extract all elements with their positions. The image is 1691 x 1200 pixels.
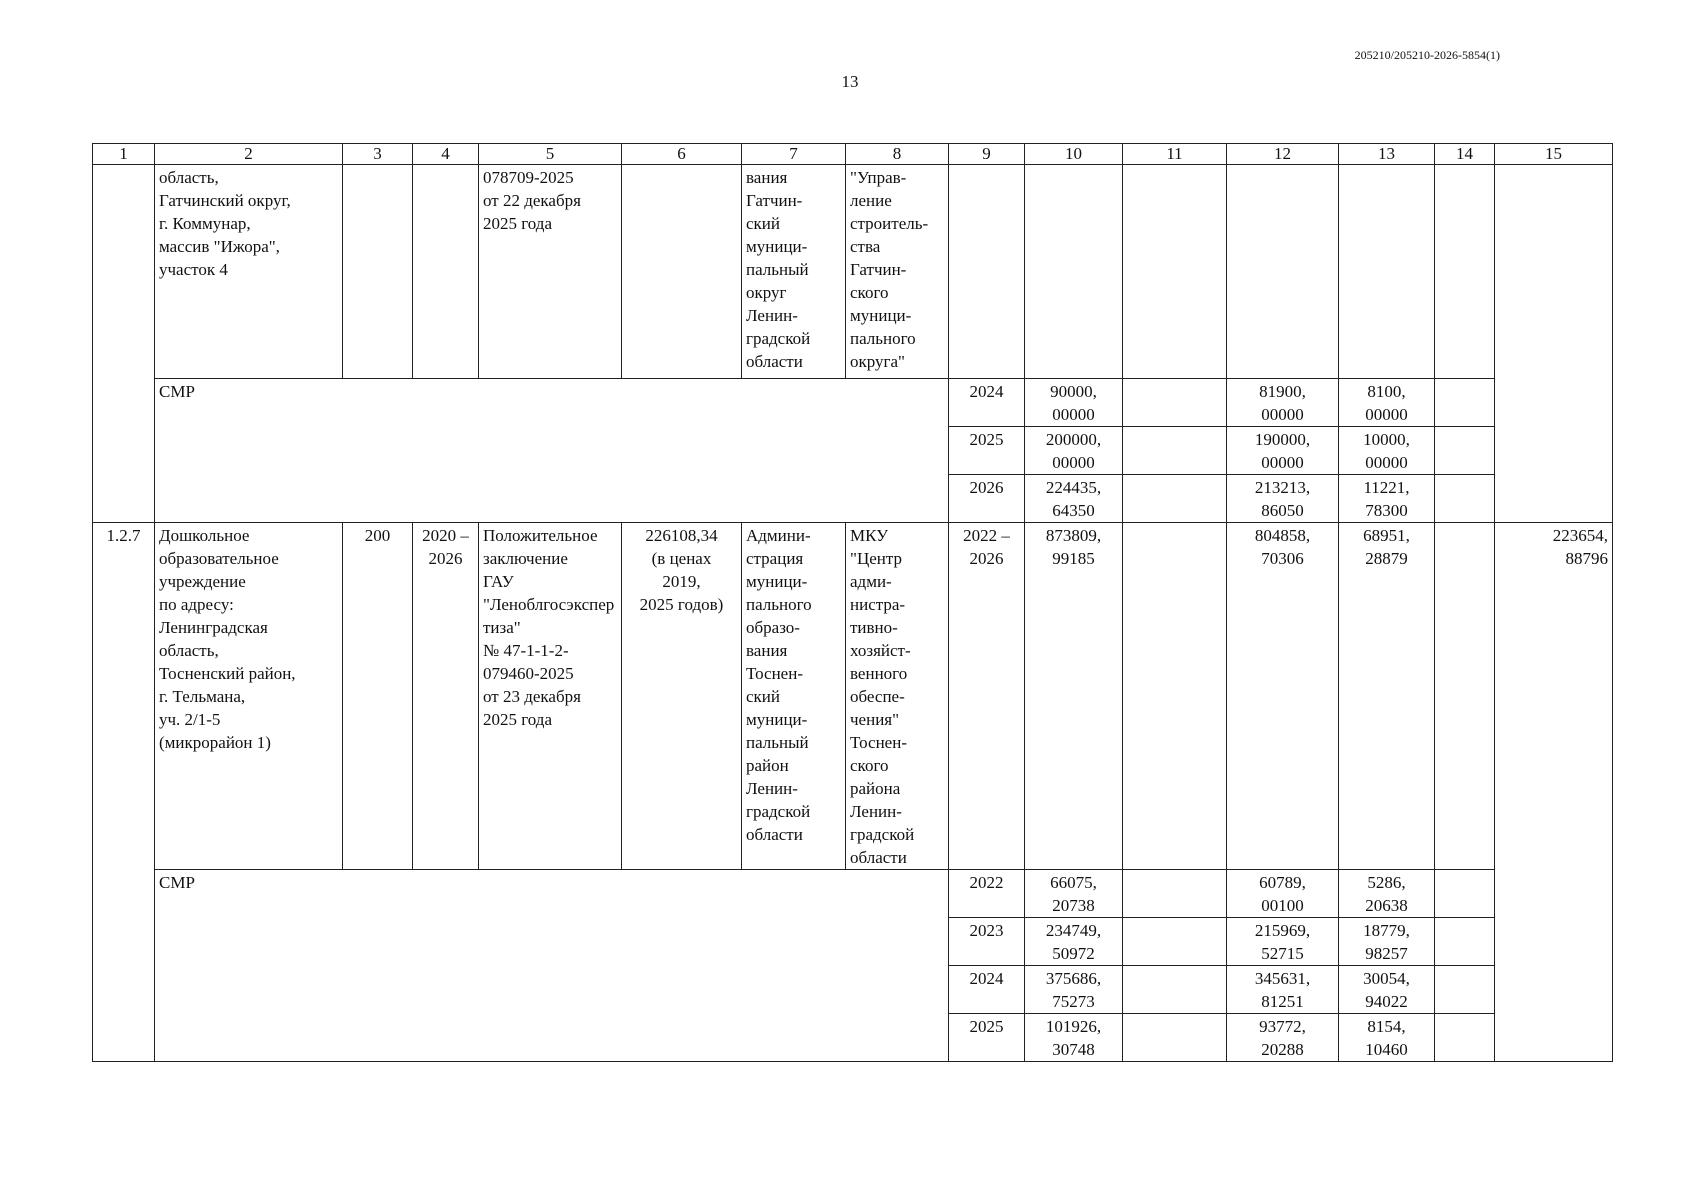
col-header: 1 <box>93 144 155 165</box>
cell <box>1435 918 1495 966</box>
construction-period: 2020 – 2026 <box>413 523 479 870</box>
col-header: 4 <box>413 144 479 165</box>
smr-col12: 190000, 00000 <box>1227 427 1339 475</box>
smr-year: 2025 <box>949 1014 1025 1062</box>
smr-total: 375686, 75273 <box>1025 966 1123 1014</box>
cell <box>1435 870 1495 918</box>
total-amount: 873809, 99185 <box>1025 523 1123 870</box>
cell <box>1435 1014 1495 1062</box>
cell <box>1123 966 1227 1014</box>
col-header: 11 <box>1123 144 1227 165</box>
cell <box>1435 523 1495 870</box>
cell <box>1123 475 1227 523</box>
cell <box>1435 427 1495 475</box>
column-number-row <box>93 144 1613 165</box>
col-header: 15 <box>1495 144 1613 165</box>
smr-col13: 8154, 10460 <box>1339 1014 1435 1062</box>
cell <box>1495 165 1613 523</box>
customer: Админи- страция муници- пального образо- вания Тоснен- ский муници- пальный район Ленин- градской области <box>742 523 846 870</box>
col-header: 5 <box>479 144 622 165</box>
cell <box>1025 165 1123 379</box>
col-header: 10 <box>1025 144 1123 165</box>
cell <box>1123 427 1227 475</box>
cell <box>622 165 742 379</box>
cell <box>1339 165 1435 379</box>
customer: вания Гатчин- ский муници- пальный округ Ленин- градской области <box>742 165 846 379</box>
table-row <box>93 165 1613 379</box>
smr-col12: 81900, 00000 <box>1227 379 1339 427</box>
smr-col12: 345631, 81251 <box>1227 966 1339 1014</box>
col-header: 13 <box>1339 144 1435 165</box>
expertise-conclusion: 078709-2025 от 22 декабря 2025 года <box>479 165 622 379</box>
col-header: 9 <box>949 144 1025 165</box>
smr-col13: 30054, 94022 <box>1339 966 1435 1014</box>
document-id: 205210/205210-2026-5854(1) <box>1354 48 1500 62</box>
smr-total: 90000, 00000 <box>1025 379 1123 427</box>
page-number: 13 <box>841 72 859 91</box>
estimated-cost: 226108,34 (в ценах 2019, 2025 годов) <box>622 523 742 870</box>
cell <box>1435 966 1495 1014</box>
cell <box>1123 379 1227 427</box>
col12-amount: 804858, 70306 <box>1227 523 1339 870</box>
cell <box>1227 165 1339 379</box>
smr-col12: 213213, 86050 <box>1227 475 1339 523</box>
smr-year: 2022 <box>949 870 1025 918</box>
capacity: 200 <box>343 523 413 870</box>
col-header: 14 <box>1435 144 1495 165</box>
cell <box>1435 165 1495 379</box>
developer: "Управ- ление строитель- ства Гатчин- ского муници- пального округа" <box>846 165 949 379</box>
cell-num <box>93 165 155 523</box>
cell <box>1123 1014 1227 1062</box>
cell <box>1123 870 1227 918</box>
cell <box>1123 918 1227 966</box>
smr-year: 2026 <box>949 475 1025 523</box>
col-header: 3 <box>343 144 413 165</box>
cell <box>1435 475 1495 523</box>
smr-total: 224435, 64350 <box>1025 475 1123 523</box>
smr-label: СМР <box>155 379 949 523</box>
smr-col12: 60789, 00100 <box>1227 870 1339 918</box>
smr-total: 101926, 30748 <box>1025 1014 1123 1062</box>
cell <box>1435 379 1495 427</box>
object-number: 1.2.7 <box>93 523 155 1062</box>
smr-total: 234749, 50972 <box>1025 918 1123 966</box>
object-name: область, Гатчинский округ, г. Коммунар, массив "Ижора", участок 4 <box>155 165 343 379</box>
cell <box>1123 523 1227 870</box>
smr-col12: 93772, 20288 <box>1227 1014 1339 1062</box>
col-header: 12 <box>1227 144 1339 165</box>
smr-col13: 5286, 20638 <box>1339 870 1435 918</box>
smr-year: 2023 <box>949 918 1025 966</box>
smr-col13: 8100, 00000 <box>1339 379 1435 427</box>
smr-col13: 18779, 98257 <box>1339 918 1435 966</box>
table-row <box>93 523 1613 870</box>
cell <box>949 165 1025 379</box>
smr-total: 200000, 00000 <box>1025 427 1123 475</box>
smr-label: СМР <box>155 870 949 1062</box>
col15-amount: 223654, 88796 <box>1495 523 1613 1062</box>
smr-year: 2024 <box>949 966 1025 1014</box>
col13-amount: 68951, 28879 <box>1339 523 1435 870</box>
smr-col13: 10000, 00000 <box>1339 427 1435 475</box>
smr-year: 2024 <box>949 379 1025 427</box>
cell <box>343 165 413 379</box>
financing-years: 2022 – 2026 <box>949 523 1025 870</box>
object-name: Дошкольное образовательное учреждение по адресу: Ленинградская область, Тосненский район, г. Тельмана, уч. 2/1-5 (микрорайон 1) <box>155 523 343 870</box>
developer: МКУ "Центр адми- нистра- тивно- хозяйст- венного обеспе- чения" Тоснен- ского района Ленин- градской области <box>846 523 949 870</box>
col-header: 2 <box>155 144 343 165</box>
col-header: 8 <box>846 144 949 165</box>
program-table <box>92 143 1613 1062</box>
smr-year: 2025 <box>949 427 1025 475</box>
smr-row <box>93 870 1613 918</box>
cell <box>1123 165 1227 379</box>
col-header: 7 <box>742 144 846 165</box>
cell <box>413 165 479 379</box>
smr-total: 66075, 20738 <box>1025 870 1123 918</box>
smr-col12: 215969, 52715 <box>1227 918 1339 966</box>
smr-row <box>93 379 1613 427</box>
smr-col13: 11221, 78300 <box>1339 475 1435 523</box>
col-header: 6 <box>622 144 742 165</box>
expertise-conclusion: Положительное заключение ГАУ "Леноблгосэкспертиза" № 47-1-1-2- 079460-2025 от 23 декабря 2025 года <box>479 523 622 870</box>
